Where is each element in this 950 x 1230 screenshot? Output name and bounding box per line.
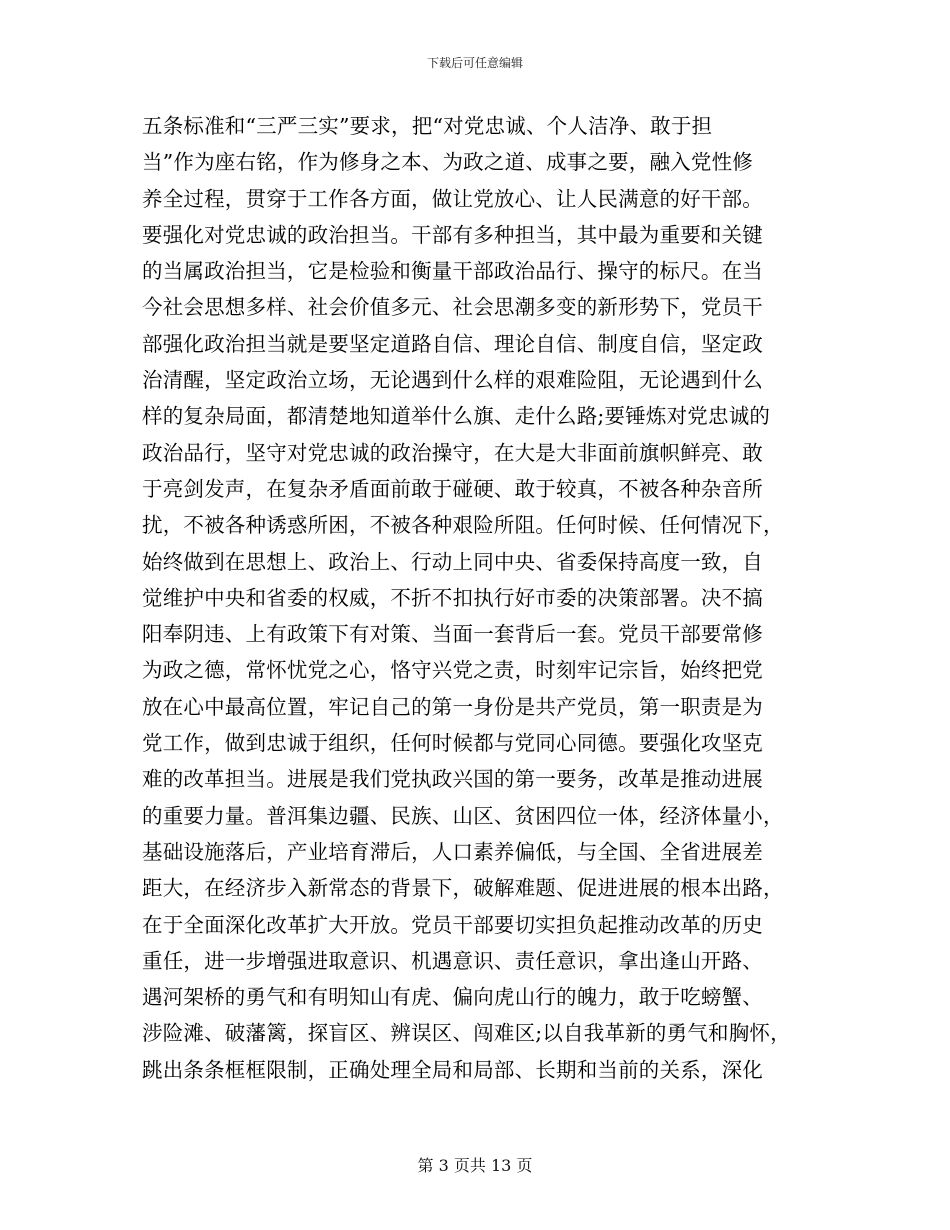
document-body (142, 108, 822, 1088)
body-line: 当”作为座右铭，作为修身之本、为政之道、成事之要，融入党性修 (142, 150, 753, 175)
body-line: 涉险滩、破藩篱，探盲区、辨误区、闯难区;以自我革新的勇气和胸怀， (142, 1021, 791, 1046)
body-line: 的重要力量。普洱集边疆、民族、山区、贫困四位一体，经济体量小， (142, 803, 784, 828)
body-line: 难的改革担当。进展是我们党执政兴国的第一要务，改革是推动进展 (142, 767, 763, 792)
body-line: 觉维护中央和省委的权威，不折不扣执行好市委的决策部署。决不搞 (142, 585, 763, 610)
body-line: 部强化政治担当就是要坚定道路自信、理论自信、制度自信，坚定政 (142, 331, 763, 356)
body-line: 要强化对党忠诚的政治担当。干部有多种担当，其中最为重要和关键 (142, 222, 763, 247)
body-line: 样的复杂局面，都清楚地知道举什么旗、走什么路;要锤炼对党忠诚的 (142, 404, 771, 429)
body-line: 基础设施落后，产业培育滞后，人口素养偏低，与全国、全省进展差 (142, 839, 763, 864)
body-line: 始终做到在思想上、政治上、行动上同中央、省委保持高度一致，自 (142, 549, 763, 574)
body-line: 五条标准和“三严三实”要求，把“对党忠诚、个人洁净、敢于担 (142, 114, 713, 138)
body-line: 在于全面深化改革扩大开放。党员干部要切实担负起推动改革的历史 (142, 912, 763, 937)
page-header: 下载后可任意编辑 (426, 56, 523, 70)
page-footer: 第 3 页共 13 页 (417, 1156, 533, 1175)
body-line: 于亮剑发声，在复杂矛盾面前敢于碰硬、敢于较真，不被各种杂音所 (142, 476, 763, 501)
body-line: 重任，进一步增强进取意识、机遇意识、责任意识，拿出逢山开路、 (142, 948, 763, 973)
body-line: 养全过程，贯穿于工作各方面，做让党放心、让人民满意的好干部。 (142, 186, 763, 211)
body-line: 党工作，做到忠诚于组织，任何时候都与党同心同德。要强化攻坚克 (142, 731, 763, 756)
body-line: 扰，不被各种诱惑所困，不被各种艰险所阻。任何时候、任何情况下， (142, 513, 784, 538)
body-line: 放在心中最高位置，牢记自己的第一身份是共产党员，第一职责是为 (142, 694, 763, 719)
body-line: 阳奉阴违、上有政策下有对策、当面一套背后一套。党员干部要常修 (142, 622, 763, 647)
body-line: 跳出条条框框限制，正确处理全局和局部、长期和当前的关系，深化 (142, 1057, 763, 1082)
body-line: 的当属政治担当，它是检验和衡量干部政治品行、操守的标尺。在当 (142, 259, 763, 284)
body-line: 今社会思想多样、社会价值多元、社会思潮多变的新形势下，党员干 (142, 295, 763, 320)
body-line: 治清醒，坚定政治立场，无论遇到什么样的艰难险阻，无论遇到什么 (142, 368, 763, 393)
body-line: 政治品行，坚守对党忠诚的政治操守，在大是大非面前旗帜鲜亮、敢 (142, 440, 763, 465)
body-line: 为政之德，常怀忧党之心，恪守兴党之责，时刻牢记宗旨，始终把党 (142, 658, 763, 683)
body-line: 距大，在经济步入新常态的背景下，破解难题、促进进展的根本出路， (142, 876, 784, 901)
body-line: 遇河架桥的勇气和有明知山有虎、偏向虎山行的魄力，敢于吃螃蟹、 (142, 985, 763, 1010)
